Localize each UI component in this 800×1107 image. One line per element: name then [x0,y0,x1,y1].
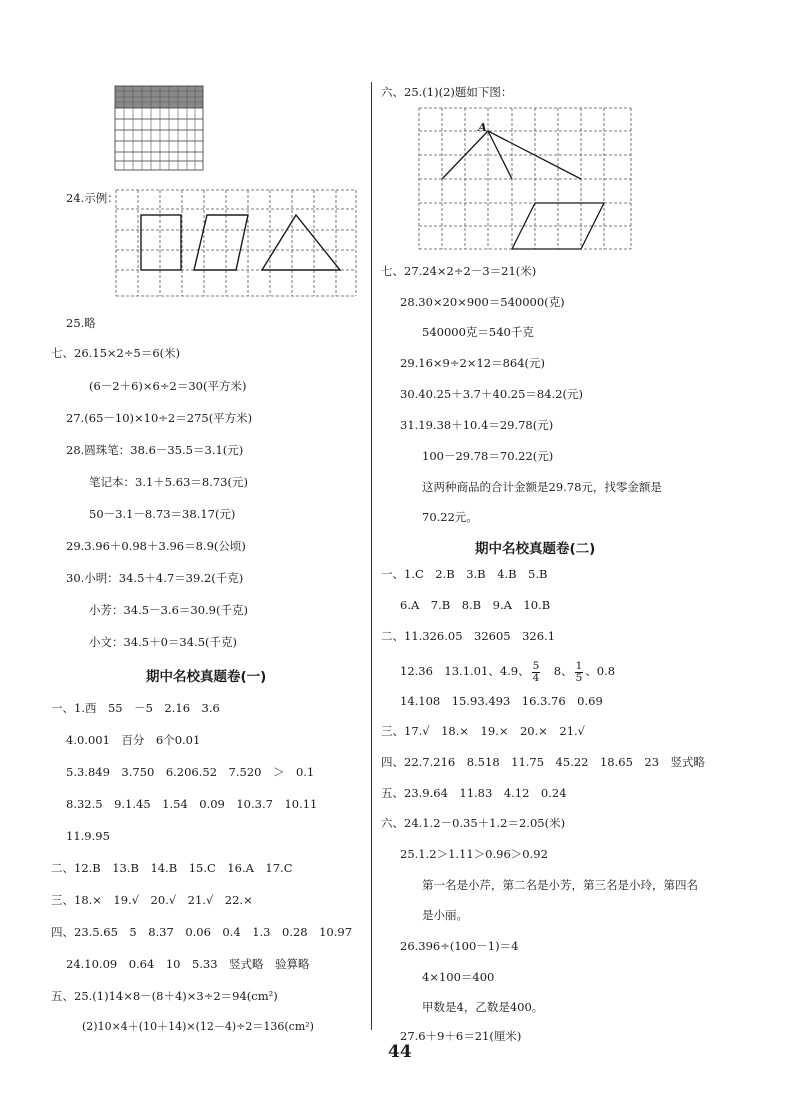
exam1-line: 二、12.B 13.B 14.B 15.C 16.A 17.C [51,861,293,875]
fraction-denominator: 4 [532,671,540,684]
answer-30-line3: 小文：34.5＋0＝34.5(千克) [89,635,237,649]
point-a-label: A [478,120,487,134]
exam2-line: 甲数是4，乙数是400。 [422,1000,544,1014]
exam2-line-12 [400,658,615,684]
answer-25: 25.略 [66,316,96,330]
exam2-line: 三、17.√ 18.× 19.× 20.× 21.√ [381,724,586,738]
fraction-numerator: 1 [575,659,583,672]
answer-28-line1: 28.圆珠笔：38.6－35.5＝3.1(元) [66,443,244,457]
answer-7-29: 29.16×9÷2×12＝864(元) [400,356,546,370]
exam2-line: 五、23.9.64 11.83 4.12 0.24 [381,786,567,800]
exam1-line: 四、23.5.65 5 8.37 0.06 0.4 1.3 0.28 10.97 [51,925,353,939]
answer-7-31-line3: 这两种商品的合计金额是29.78元，找零金额是 [422,480,662,494]
exam1-line: 24.10.09 0.64 10 5.33 竖式略 验算略 [66,957,310,971]
exam1-line: 8.32.5 9.1.45 1.54 0.09 10.3.7 10.11 [66,797,318,811]
exam2-line: 六、24.1.2－0.35＋1.2＝2.05(米) [381,816,566,830]
exam2-line: 四、22.7.216 8.518 11.75 45.22 18.65 23 竖式略 [381,755,706,769]
answer-7-30: 30.40.25＋3.7＋40.25＝84.2(元) [400,387,583,401]
answer-7-28-line2: 540000克＝540千克 [422,325,534,339]
exam2-line: 第一名是小芹，第二名是小芳，第三名是小玲，第四名 [422,878,698,892]
exam2-line: 26.396÷(100－1)＝4 [400,939,519,953]
exam2-line: 27.6＋9＋6＝21(厘米) [400,1029,522,1043]
answer-7-31-line4: 70.22元。 [422,510,478,524]
answer-7-28-line1: 28.30×20×900＝540000(克) [400,295,565,309]
fraction-numerator: 5 [532,659,540,672]
exam1-line: 5.3.849 3.750 6.206.52 7.520 ＞ 0.1 [66,765,315,779]
fraction-1-5 [575,661,584,684]
answer-29: 29.3.96＋0.98＋3.96＝8.9(公顷) [66,539,246,553]
section-title-exam-2: 期中名校真题卷(二) [475,541,596,557]
answer-7-31-line2: 100－29.78＝70.22(元) [422,449,554,463]
line12-prefix: 12.36 13.1.01、4.9、 [400,664,530,678]
exam2-line: 一、1.C 2.B 3.B 4.B 5.B [381,567,548,581]
fraction-denominator: 5 [575,671,583,684]
page-number: 44 [388,1042,412,1062]
answer-7-27: 七、27.24×2÷2－3＝21(米) [381,264,537,278]
answer-24: 24.示例： [66,191,119,205]
exam1-line: (2)10×4＋(10＋14)×(12－4)÷2＝136(cm²) [82,1020,314,1033]
fraction-5-4 [532,661,541,684]
exam2-line: 14.108 15.93.493 16.3.76 0.69 [400,694,603,708]
exam2-line: 6.A 7.B 8.B 9.A 10.B [400,598,551,612]
exam2-line: 25.1.2＞1.11＞0.96＞0.92 [400,847,548,861]
column-divider [371,82,372,1030]
answer-28-line3: 50－3.1－8.73＝38.17(元) [89,507,236,521]
line12-suffix: 、0.8 [585,664,616,678]
drawing-figure [419,108,631,250]
exam2-line: 二、11.326.05 32605 326.1 [381,629,556,643]
exam1-line: 4.0.001 百分 6个0.01 [66,733,201,747]
shapes-example-figure [116,190,356,298]
exam2-line: 是小丽。 [422,908,468,922]
answer-7-31-line1: 31.19.38＋10.4＝29.78(元) [400,418,554,432]
shaded-grid-figure [115,86,203,172]
exam2-line: 4×100＝400 [422,970,495,984]
answer-26-line1: 七、26.15×2÷5＝6(米) [51,346,181,360]
exam1-line: 一、1.西 55 －5 2.16 3.6 [51,701,220,715]
exam1-line: 三、18.× 19.√ 20.√ 21.√ 22.× [51,893,253,907]
answer-26-line2: (6－2＋6)×6÷2＝30(平方米) [89,379,247,393]
section-title-exam-1: 期中名校真题卷(一) [146,669,267,685]
answer-27: 27.(65－10)×10÷2＝275(平方米) [66,411,253,425]
answer-28-line2: 笔记本：3.1＋5.63＝8.73(元) [89,475,248,489]
answer-30-line2: 小芳：34.5－3.6＝30.9(千克) [89,603,248,617]
exam1-line: 11.9.95 [66,829,110,843]
answer-30-line1: 30.小明：34.5＋4.7＝39.2(千克) [66,571,244,585]
answer-6-25: 六、25.(1)(2)题如下图： [381,85,513,99]
exam1-line: 五、25.(1)14×8－(8＋4)×3÷2＝94(cm²) [51,989,278,1003]
line12-mid: 8、 [542,664,573,678]
